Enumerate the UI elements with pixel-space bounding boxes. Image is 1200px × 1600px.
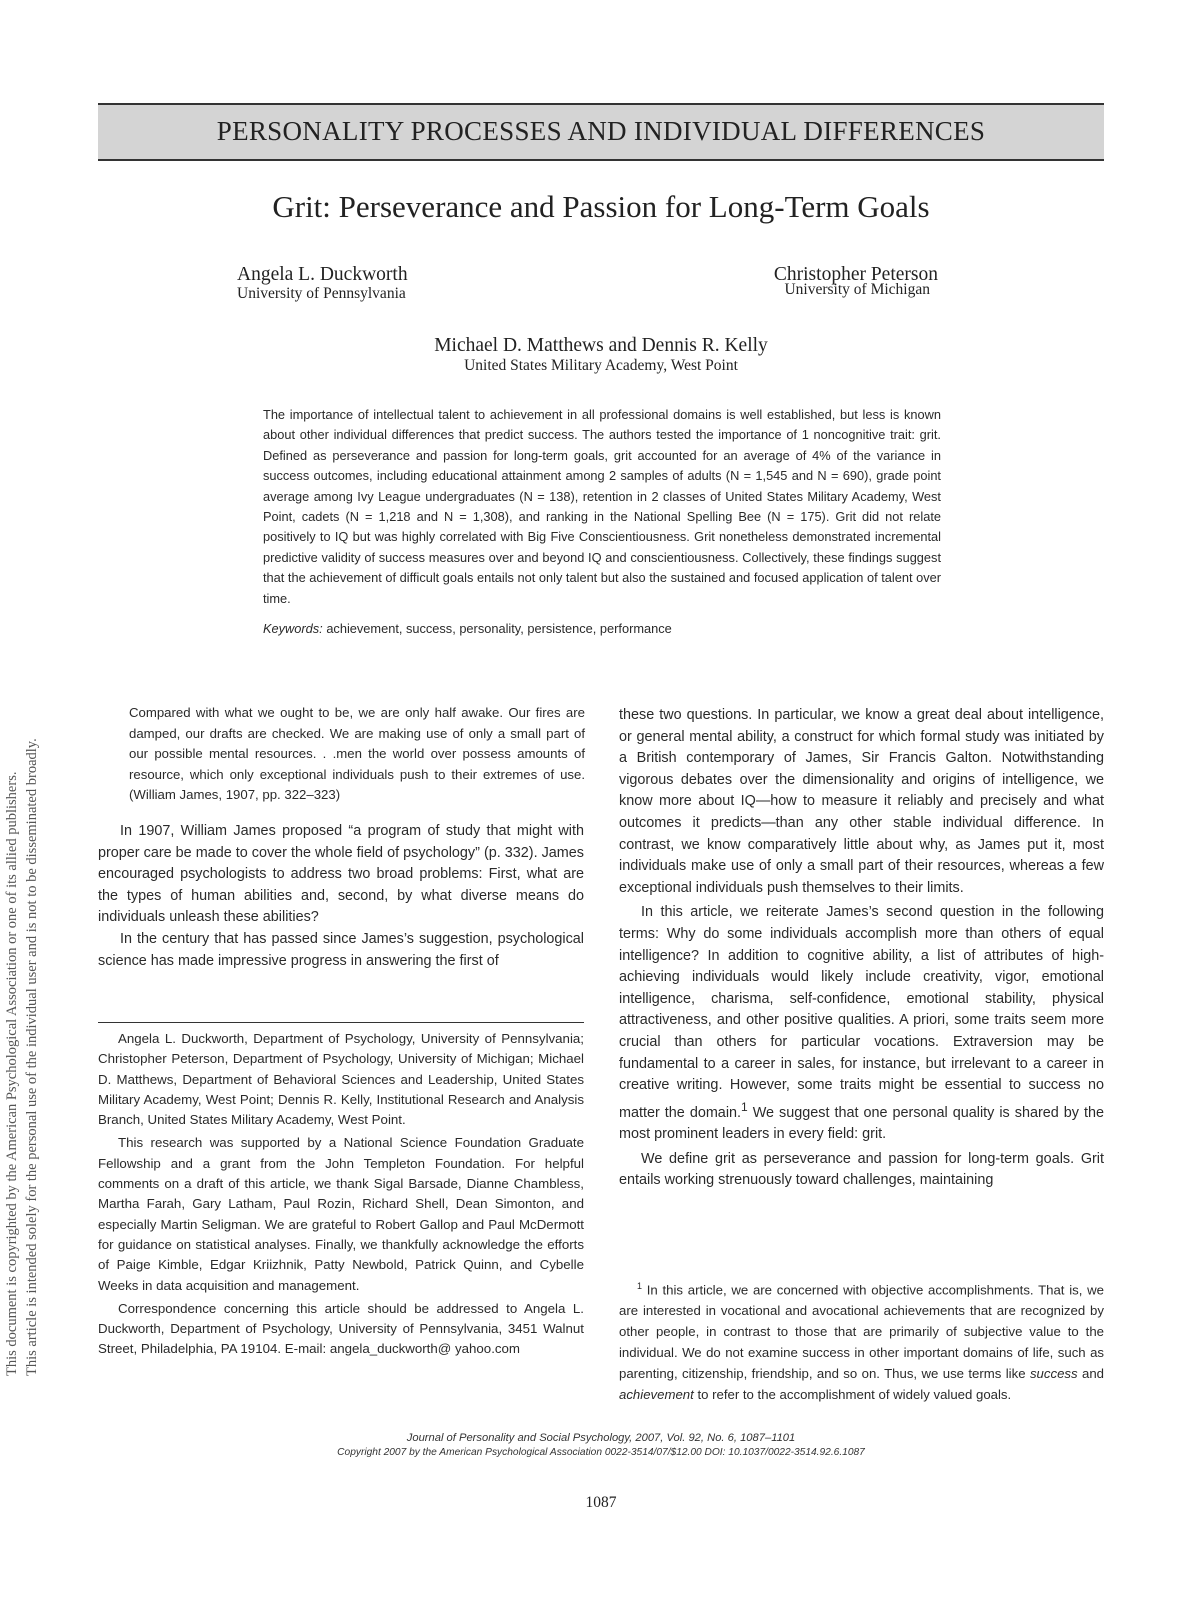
left-column-body bbox=[98, 821, 584, 972]
author-notes bbox=[98, 1029, 584, 1363]
affiliation-west-point: United States Military Academy, West Point bbox=[464, 357, 738, 374]
footnote-emphasis: achievement bbox=[619, 1387, 694, 1403]
author-note-affiliations: Angela L. Duckworth, Department of Psychology, University of Pennsylvania; Christopher Peterson, Department of Psychology, University of Michigan; Michael D. Matthews, Department of Behavioral Sciences and Leadership, United States Military Academy, West Point; Dennis R. Kelly, Institutional Research and Analysis Branch, United States Military Academy, West Point. bbox=[98, 1031, 584, 1128]
body-paragraph: In 1907, William James proposed “a program of study that might with proper care be made to cover the whole field of psychology” (p. 332). James encouraged psychologists to address two broad problems: First, what are the types of human abilities and, second, by what diverse means do individuals unleash these abilities? bbox=[98, 823, 584, 926]
footnote-marker: 1 bbox=[637, 1281, 643, 1291]
article-title: Grit: Perseverance and Passion for Long-Term Goals bbox=[272, 189, 930, 224]
affiliation-penn: University of Pennsylvania bbox=[237, 285, 406, 302]
body-text: In this article, we reiterate James’s second question in the following terms: Why do some individuals accomplish more than others of equal intelligence? In addition to cognitive ability, a list of attributes of high-achieving individuals would likely include creativity, vigor, emotional intelligence, charisma, self-confidence, emotional stability, physical attractiveness, and other positive qualities. A priori, some traits seem more crucial than others for particular vocations. Extraversion may be fundamental to a career in sales, for instance, but irrelevant to a career in creative writing. However, some traits might be essential to success no matter the domain. bbox=[619, 904, 1104, 1121]
author-duckworth: Angela L. Duckworth bbox=[237, 264, 408, 285]
epigraph-quote: Compared with what we ought to be, we are only half awake. Our fires are damped, our drafts are checked. We are making use of only a small part of our possible mental resources. . .men the world over possess amounts of resource, which only exceptional individuals push to their extremes of use. (William James, 1907, pp. 322–323) bbox=[129, 705, 585, 803]
body-text: We suggest that one personal quality is shared by the most prominent leaders in every field: grit. bbox=[619, 1104, 1104, 1143]
footnote-ref: 1 bbox=[741, 1099, 748, 1114]
copyright-line: Copyright 2007 by the American Psychological Association 0022-3514/07/$12.00 DOI: 10.1037/0022-3514.92.6.1087 bbox=[337, 1447, 865, 1458]
right-column-body bbox=[619, 705, 1104, 1192]
page-number: 1087 bbox=[585, 1494, 617, 1511]
section-banner: PERSONALITY PROCESSES AND INDIVIDUAL DIFFERENCES bbox=[98, 103, 1104, 161]
copyright-side-notice-1: This document is copyrighted by the American Psychological Association or one of its allied publishers. bbox=[4, 771, 20, 1376]
body-paragraph: We define grit as perseverance and passion for long-term goals. Grit entails working strenuously toward challenges, maintaining bbox=[619, 1150, 1104, 1189]
author-peterson: Christopher Peterson bbox=[773, 264, 938, 285]
author-matthews-kelly: Michael D. Matthews and Dennis R. Kelly bbox=[434, 335, 768, 356]
abstract: The importance of intellectual talent to achievement in all professional domains is well established, but less is known about other individual differences that predict success. The authors tested the importance of 1 noncognitive trait: grit. Defined as perseverance and passion for long-term goals, grit accounted for an average of 4% of the variance in success outcomes, including educational attainment among 2 samples of adults (N = 1,545 and N = 690), grade point average among Ivy League undergraduates (N = 138), retention in 2 classes of United States Military Academy, West Point, cadets (N = 1,218 and N = 1,308), and ranking in the National Spelling Bee (N = 175). Grit did not relate positively to IQ but was highly correlated with Big Five Conscientiousness. Grit nonetheless demonstrated incremental predictive validity of success measures over and beyond IQ and conscientiousness. Collectively, these findings suggest that the achievement of difficult goals entails not only talent but also the sustained and focused application of talent over time. bbox=[263, 407, 941, 606]
author-note-correspondence: Correspondence concerning this article should be addressed to Angela L. Duckworth, Department of Psychology, University of Pennsylvania, 3451 Walnut Street, Philadelphia, PA 19104. E-mail: angela_duckworth@ yahoo.com bbox=[98, 1300, 584, 1357]
keywords-label: Keywords: bbox=[263, 621, 323, 636]
body-paragraph bbox=[619, 902, 1104, 1145]
author-note-acknowledgments: This research was supported by a National Science Foundation Graduate Fellowship and a grant from the John Templeton Foundation. For helpful comments on a draft of this article, we thank Sigal Barsade, Dianne Chambless, Martha Farah, Gary Latham, Paul Rozin, Richard Shell, Dean Simonton, and especially Martin Seligman. We are grateful to Robert Gallop and Paul McDermott for guidance on statistical analyses. Finally, we thankfully acknowledge the efforts of Paige Kimble, Edgar Kriizhnik, Patty Newbold, Patrick Quinn, and Cybelle Weeks in data acquisition and management. bbox=[98, 1135, 584, 1293]
keywords bbox=[263, 621, 941, 636]
footnote-text: In this article, we are concerned with objective accomplishments. That is, we are interested in vocational and avocational achievements that are recognized by other people, in contrast to those that are primarily of subjective value to the individual. We do not examine success in other important domains of life, such as parenting, citizenship, friendship, and so on. Thus, we use terms like bbox=[619, 1282, 1104, 1382]
footnote-text: to refer to the accomplishment of widely valued goals. bbox=[697, 1387, 1012, 1403]
copyright-side-notice-2: This article is intended solely for the personal use of the individual user and is not to be disseminated broadly. bbox=[24, 738, 40, 1376]
footnote bbox=[619, 1276, 1104, 1405]
footnote-divider bbox=[98, 1022, 584, 1023]
journal-citation: Journal of Personality and Social Psychology, 2007, Vol. 92, No. 6, 1087–1101 bbox=[406, 1432, 796, 1444]
affiliation-michigan: University of Michigan bbox=[784, 281, 930, 298]
footnote-text: and bbox=[1082, 1366, 1105, 1382]
keywords-text: achievement, success, personality, persistence, performance bbox=[326, 621, 672, 636]
footnote-emphasis: success bbox=[1029, 1366, 1078, 1382]
body-paragraph: these two questions. In particular, we know a great deal about intelligence, or general mental ability, a construct for which formal study was initiated by a British contemporary of James, Sir Francis Galton. Notwithstanding vigorous debates over the dimensionality and origins of intelligence, we know more about IQ—how to measure it reliably and precisely and what outcomes it predicts—than any other stable individual difference. In contrast, we know comparatively little about why, as James put it, most individuals make use of only a small part of their resources, whereas a few exceptional individuals push themselves to their limits. bbox=[619, 707, 1104, 896]
body-paragraph: In the century that has passed since James’s suggestion, psychological science has made impressive progress in answering the first of bbox=[98, 930, 584, 969]
